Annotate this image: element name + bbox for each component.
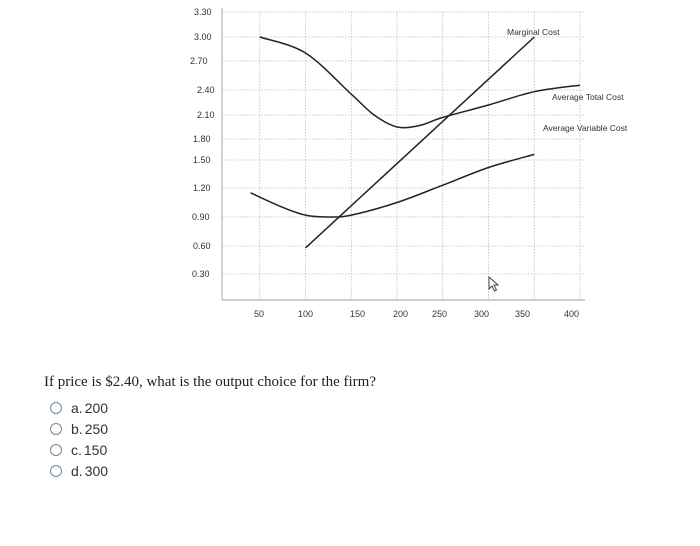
answer-options — [50, 397, 108, 481]
radio-button[interactable] — [50, 465, 62, 477]
option-letter: c. — [71, 441, 82, 458]
option-value: 300 — [84, 462, 109, 479]
option-value: 150 — [83, 441, 108, 458]
option-c[interactable] — [50, 439, 108, 460]
y-tick-label: 3.30 — [194, 7, 212, 17]
y-tick-label: 3.00 — [194, 32, 212, 42]
y-tick-label: 0.60 — [193, 241, 211, 251]
option-value: 250 — [84, 420, 109, 437]
chart-axes — [222, 8, 585, 300]
average-total-cost-label: Average Total Cost — [552, 92, 624, 102]
option-letter: b. — [71, 420, 83, 437]
question-text: If price is $2.40, what is the output choice for the firm? — [44, 374, 376, 390]
y-tick-label: 1.20 — [193, 183, 211, 193]
option-b[interactable] — [50, 418, 108, 439]
radio-button[interactable] — [50, 402, 62, 414]
cursor-icon — [489, 277, 498, 291]
x-tick-label: 150 — [350, 309, 366, 319]
average-variable-cost-label: Average Variable Cost — [543, 123, 628, 133]
y-tick-label: 0.90 — [192, 212, 210, 222]
option-letter: a. — [71, 399, 83, 416]
option-letter: d. — [71, 462, 83, 479]
y-tick-label: 0.30 — [192, 269, 210, 279]
marginal-cost-label: Marginal Cost — [507, 27, 560, 37]
y-tick-labels — [190, 7, 215, 279]
curve-labels — [507, 27, 628, 133]
option-value: 200 — [84, 399, 109, 416]
x-tick-label: 200 — [393, 309, 409, 319]
option-a[interactable] — [50, 397, 108, 418]
radio-button[interactable] — [50, 423, 62, 435]
option-d[interactable] — [50, 460, 108, 481]
x-tick-label: 400 — [564, 309, 580, 319]
x-tick-label: 50 — [254, 309, 265, 319]
x-tick-labels — [254, 309, 579, 319]
y-tick-label: 2.10 — [197, 110, 215, 120]
x-tick-label: 300 — [474, 309, 490, 319]
y-tick-label: 1.50 — [193, 155, 211, 165]
x-tick-label: 250 — [432, 309, 448, 319]
y-tick-label: 1.80 — [193, 134, 211, 144]
x-tick-label: 350 — [515, 309, 531, 319]
x-tick-label: 100 — [298, 309, 314, 319]
cost-curves — [251, 37, 580, 248]
average-total-cost-line — [260, 37, 580, 128]
average-variable-cost-line — [251, 154, 535, 217]
radio-button[interactable] — [50, 444, 62, 456]
y-tick-label: 2.40 — [197, 85, 215, 95]
y-tick-label: 2.70 — [190, 56, 208, 66]
